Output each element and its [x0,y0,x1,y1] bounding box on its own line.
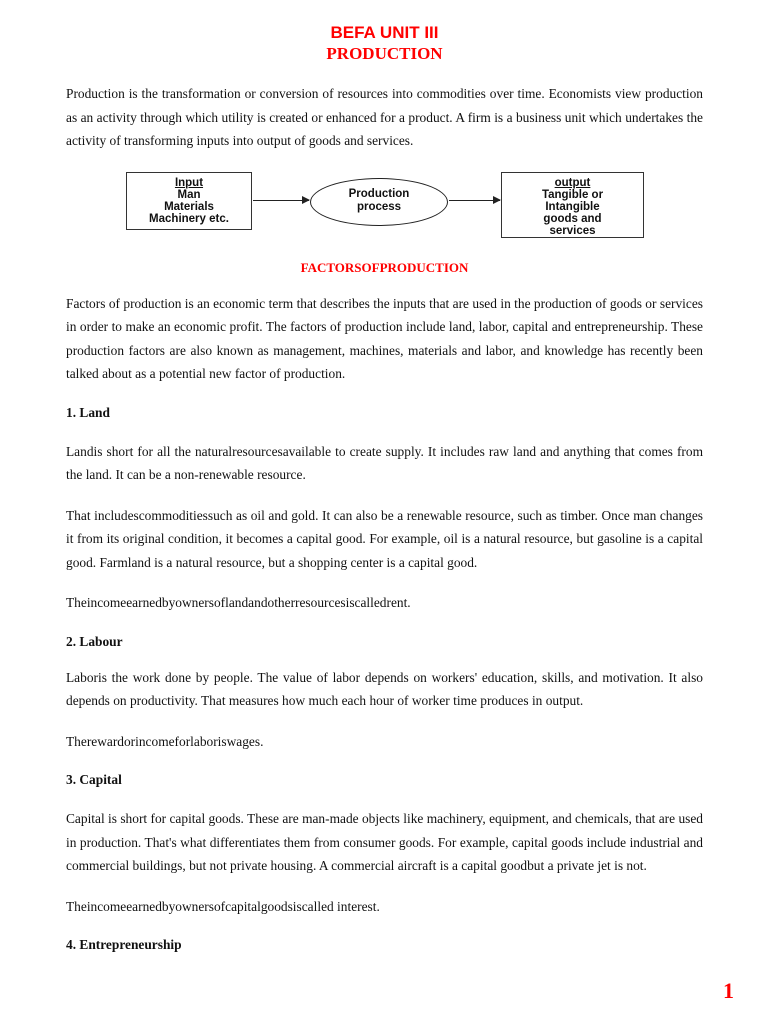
output-line: Tangible or [541,188,604,201]
page-number: 1 [723,978,734,1003]
labour-heading: 2. Labour [66,633,123,649]
production-diagram [66,172,703,240]
land-paragraph: That includescommoditiessuch as oil and gold. It can also be a renewable resource, such as timber. Once man changes it from its original condition, it becomes a capital good. For example, oil is a natural resource, but gasoline is a capital good. Farmland is a natural resource, but a shopping center is a capital good. [66,507,703,570]
labour-income-paragraph: Therewardorincomeforlaboriswages. [66,733,264,749]
land-paragraph: Landis short for all the naturalresourcesavailable to create supply. It includes raw land and anything that comes from the land. It can be a non-renewable resource. [66,443,703,482]
land-income-paragraph: Theincomeearnedbyownersoflandandotherresourcesiscalledrent. [66,595,411,610]
capital-heading: 3. Capital [66,772,122,787]
document-subtitle: PRODUCTION [326,44,443,63]
output-heading: output [554,176,591,189]
process-line: Production [348,187,410,200]
arrow-right-icon [449,200,500,202]
input-line: Materials [164,200,214,213]
output-line: services [549,224,596,237]
output-line: Intangible [545,200,600,213]
factors-intro-paragraph: Factors of production is an economic term that describes the inputs that are used in the production of goods or services in order to make an economic profit. The factors of production include land, labor, capital and entrepreneurship. These production factors are also known as management, machines, materials and labor, and knowledge has recently been talked about as a potential new factor of production. [66,295,703,381]
entrepreneurship-heading: 4. Entrepreneurship [66,937,182,952]
output-box [501,172,644,238]
land-heading: 1. Land [66,404,110,420]
production-process-ellipse [310,178,448,226]
factors-section-title: FACTORSOFPRODUCTION [300,259,469,275]
document-title: BEFA UNIT III [330,23,439,42]
capital-income-paragraph: Theincomeearnedbyownersofcapitalgoodsiscalled interest. [66,898,380,914]
input-line: Man [177,188,201,201]
input-line: Machinery etc. [149,212,229,225]
arrow-right-icon [253,200,309,202]
intro-paragraph: Production is the transformation or conversion of resources into commodities over time. Economists view production as an activity through which utility is created or enhanced for a product. A firm is a business unit which undertakes the activity of transforming inputs into output of goods and services. [66,86,703,148]
input-box [126,172,252,230]
input-heading: Input [174,176,204,189]
output-line: goods and [543,212,602,225]
document-page [66,22,703,955]
capital-paragraph: Capital is short for capital goods. These are man-made objects like machinery, equipment, and chemicals, that are used in production. That's what differentiates them from consumer goods. For example, capital goods include industrial and commercial buildings, but not private housing. A commercial aircraft is a capital goodbut a private jet is not. [66,811,703,873]
process-line: process [356,200,402,213]
labour-paragraph: Laboris the work done by people. The value of labor depends on workers' education, skills, and motivation. It also depends on productivity. That measures how much each hour of worker time produces in output. [66,669,703,708]
